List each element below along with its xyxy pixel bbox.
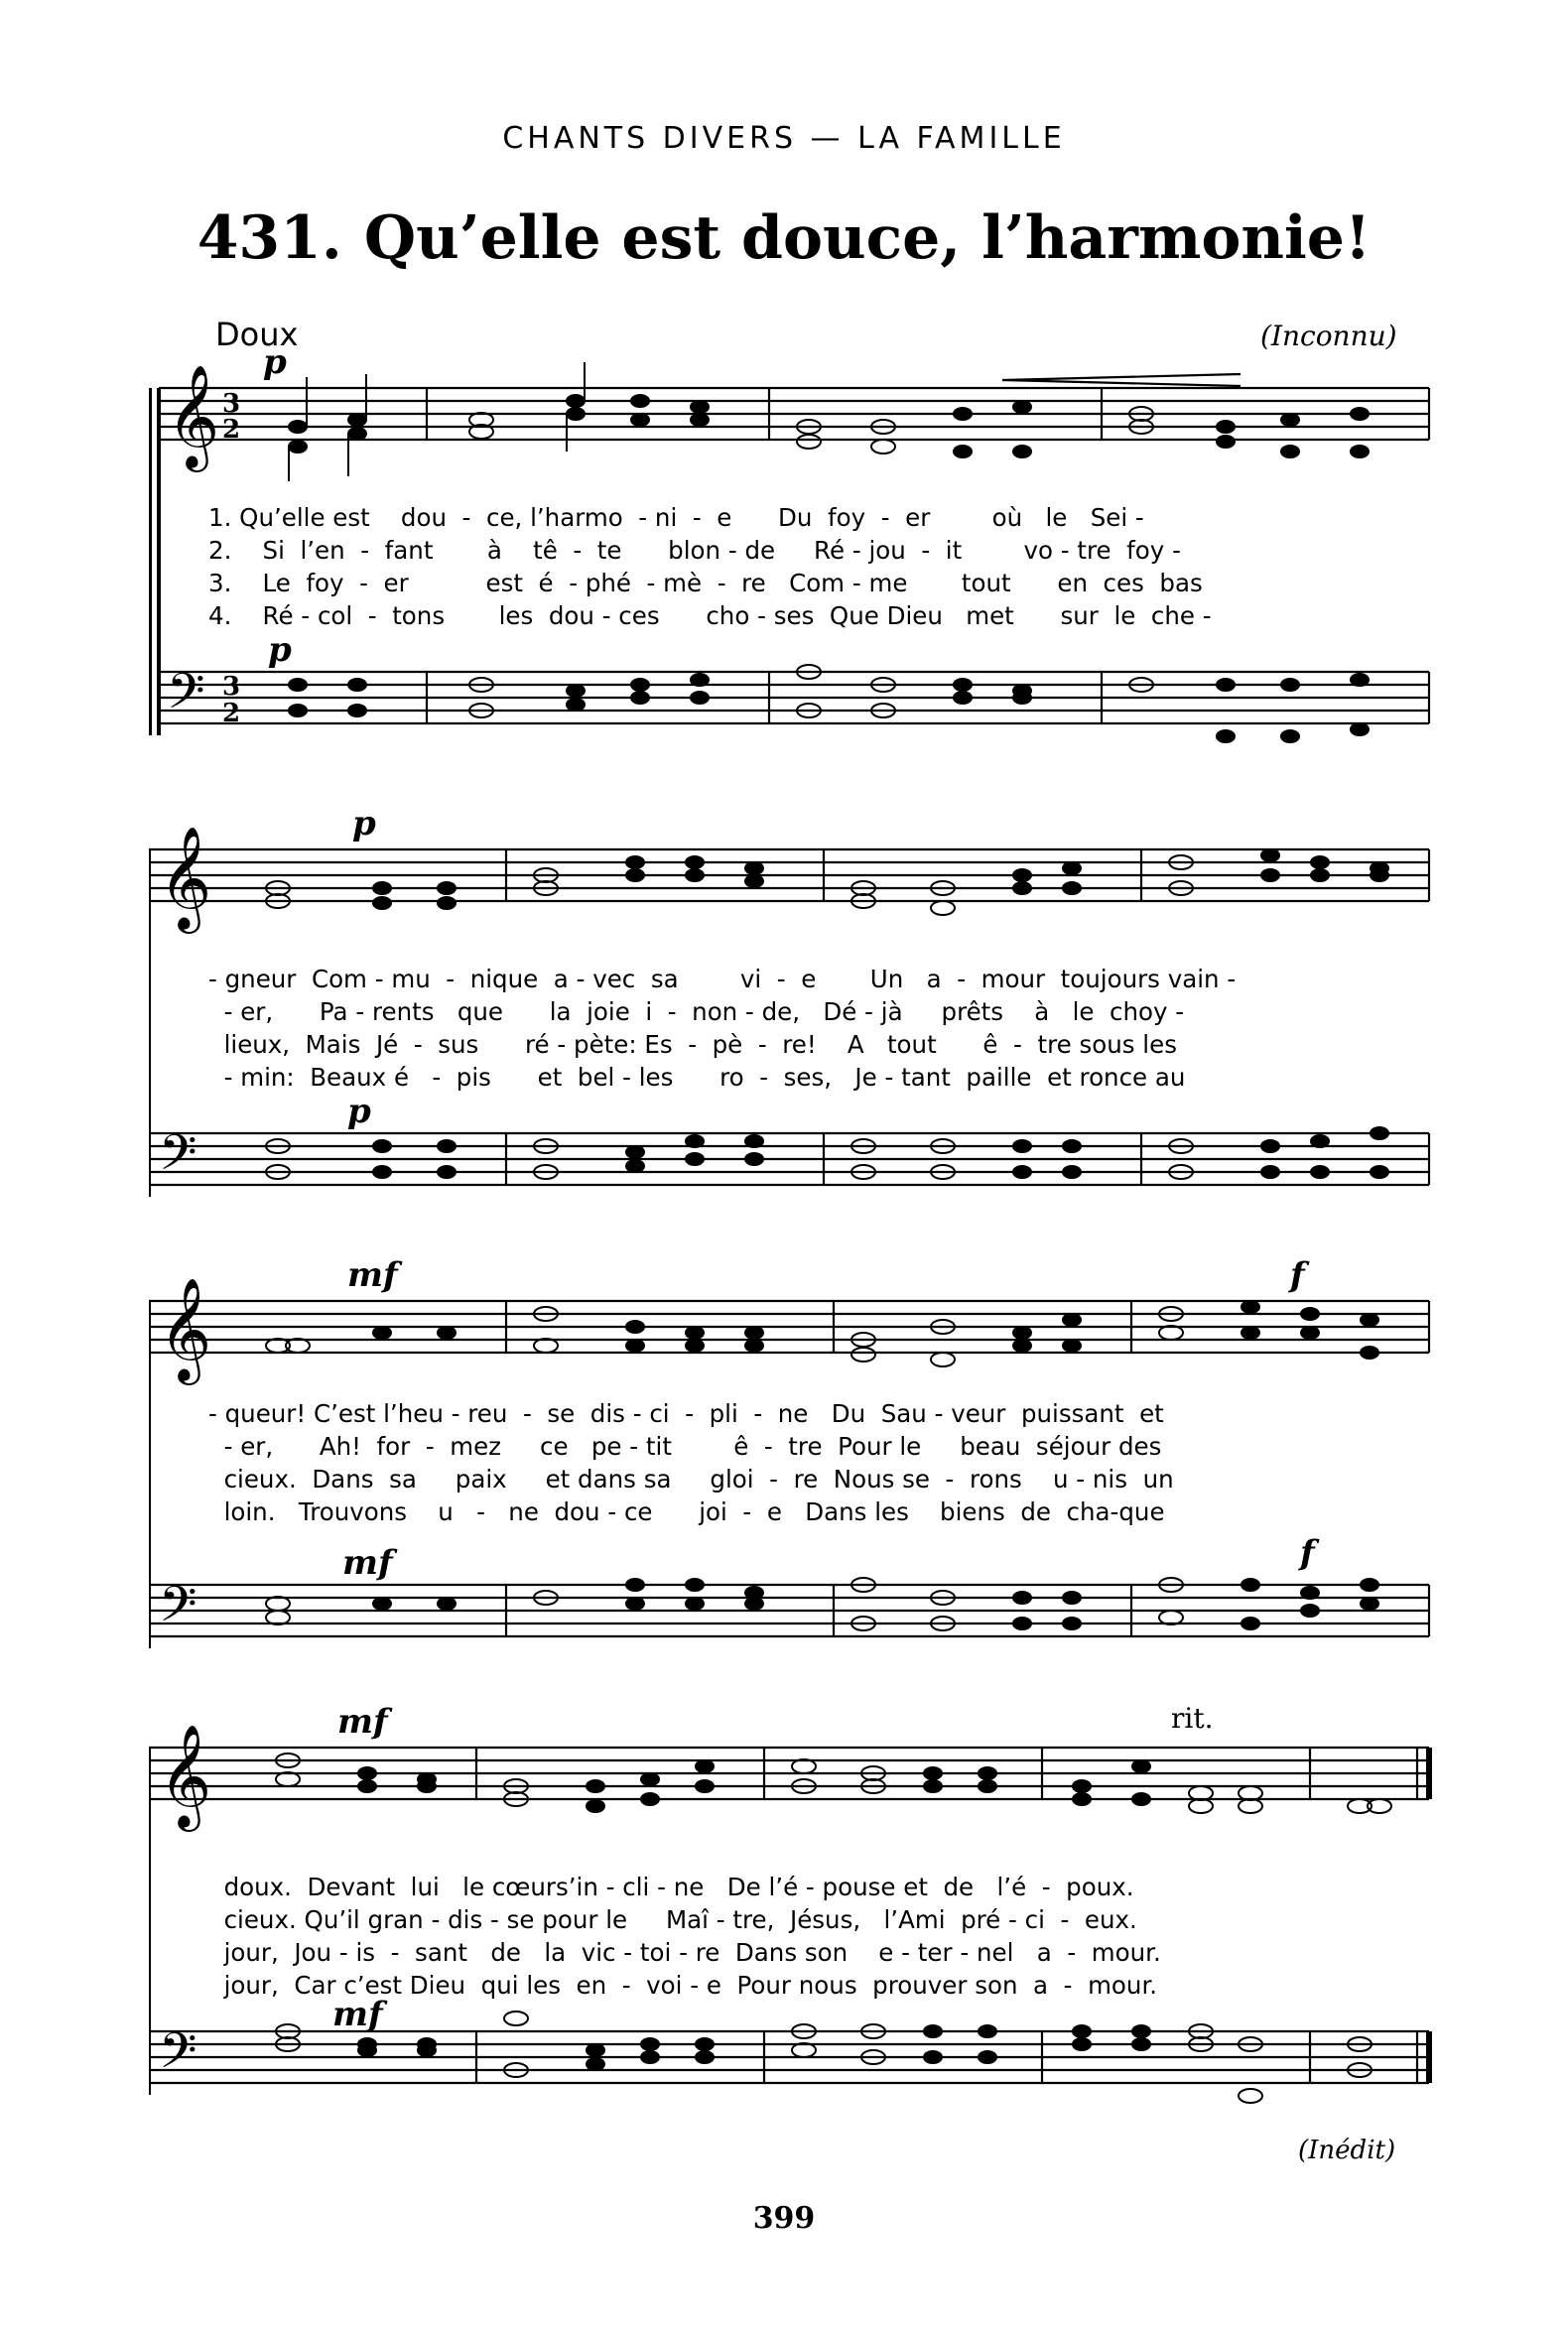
page-number: 399 [752,2201,816,2236]
svg-text:3: 3 [222,389,241,419]
lyric-verse-1: - queur! C’est l’heu - reu - se dis - ci - pli - ne Du Sau - veur puissant et [208,1399,1164,1428]
lyric-verse-2: - er, Ah! for - mez ce pe - tit ê - tre Pour le beau séjour des [208,1432,1162,1461]
lyric-verse-1: doux. Devant lui le cœurs’in - cli - ne De l’é - pouse et de l’é - poux. [208,1873,1134,1901]
time-signature-bass [222,672,240,728]
music-system-4 [149,1702,1439,2109]
hymn-number: 431. [196,203,342,273]
dynamic-marking: p [263,342,287,382]
lyric-verse-3: jour, Jou - is - sant de la vic - toi - re Dans son e - ter - nel a - mour. [208,1938,1161,1967]
bass-clef-icon: 𝄢 [167,663,205,732]
crescendo-hairpin [1002,374,1241,386]
lyrics-block-3 [208,1397,1439,1528]
music-system-1 [149,342,1439,749]
lyric-verse-4: jour, Car c’est Dieu qui les en - voi - e Pour nous prouver son a - mour. [208,1971,1158,2000]
lyrics-block-1 [208,501,1439,632]
svg-text:2: 2 [222,699,241,728]
bass-clef-icon: 𝄢 [159,1124,197,1194]
svg-text:3: 3 [222,672,241,702]
treble-clef-icon: 𝄞 [159,1724,212,1828]
bass-clef-icon: 𝄢 [159,1576,197,1645]
hymn-title-text: Qu’elle est douce, l’harmonie! [363,203,1372,273]
treble-notes [289,362,1369,481]
lyric-verse-4: loin. Trouvons u - ne dou - ce joi - e Dans les biens de cha-que [208,1497,1165,1526]
lyric-verse-4: - min: Beaux é - pis et bel - les ro - ses, Je - tant paille et ronce au [208,1063,1186,1092]
dynamic-marking: p [268,630,292,670]
dynamic-marking: p [347,1092,371,1131]
dynamic-marking: f [1290,1255,1305,1295]
lyric-verse-3: lieux, Mais Jé - sus ré - pète: Es - pè - re! A tout ê - tre sous les [208,1030,1177,1059]
lyric-verse-1: 1. Qu’elle est dou - ce, l’harmo - ni - e Du foy - er où le Sei - [208,503,1144,532]
lyric-verse-2: 2. Si l’en - fant à tê - te blon - de Ré - jou - it vo - tre foy - [208,536,1181,565]
dynamic-marking: mf [342,1543,393,1583]
dynamic-marking: f [1300,1533,1315,1573]
section-header: CHANTS DIVERS — LA FAMILLE [502,121,1066,156]
hymn-title [0,203,1568,273]
source-note: (Inédit) [1298,2136,1396,2165]
lyric-verse-1: - gneur Com - mu - nique a - vec sa vi - e Un a - mour toujours vain - [208,965,1237,993]
lyric-verse-2: - er, Pa - rents que la joie i - non - de, Dé - jà prêts à le choy - [208,997,1185,1026]
ritardando-marking: rit. [1171,1702,1214,1735]
lyric-verse-2: cieux. Qu’il gran - dis - se pour le Maî - tre, Jésus, l’Ami pré - ci - eux. [208,1905,1137,1934]
lyric-verse-3: cieux. Dans sa paix et dans sa gloi - re Nous se - rons u - nis un [208,1465,1174,1493]
lyric-verse-3: 3. Le foy - er est é - phé - mè - re Com - me tout en ces bas [208,569,1203,597]
author-attribution: (Inconnu) [1260,320,1397,352]
music-system-3 [149,1255,1439,1662]
dynamic-marking: mf [332,1995,383,2034]
bass-notes [289,665,1369,742]
treble-clef-icon: 𝄞 [159,1277,212,1381]
tempo-marking: Doux [215,316,299,353]
music-system-2 [149,804,1439,1211]
treble-clef-icon: 𝄞 [159,826,212,930]
treble-clef-icon: 𝄞 [167,364,220,468]
dynamic-marking: mf [337,1702,388,1742]
bass-clef-icon: 𝄢 [159,2022,197,2092]
lyrics-block-2 [208,963,1439,1094]
dynamic-marking: p [352,804,376,844]
lyrics-block-4 [208,1871,1439,2002]
dynamic-marking: mf [347,1255,398,1295]
lyric-verse-4: 4. Ré - col - tons les dou - ces cho - ses Que Dieu met sur le che - [208,601,1212,630]
time-signature-treble [222,389,240,445]
bass-staff-lines [159,672,1429,723]
svg-text:2: 2 [222,415,241,445]
